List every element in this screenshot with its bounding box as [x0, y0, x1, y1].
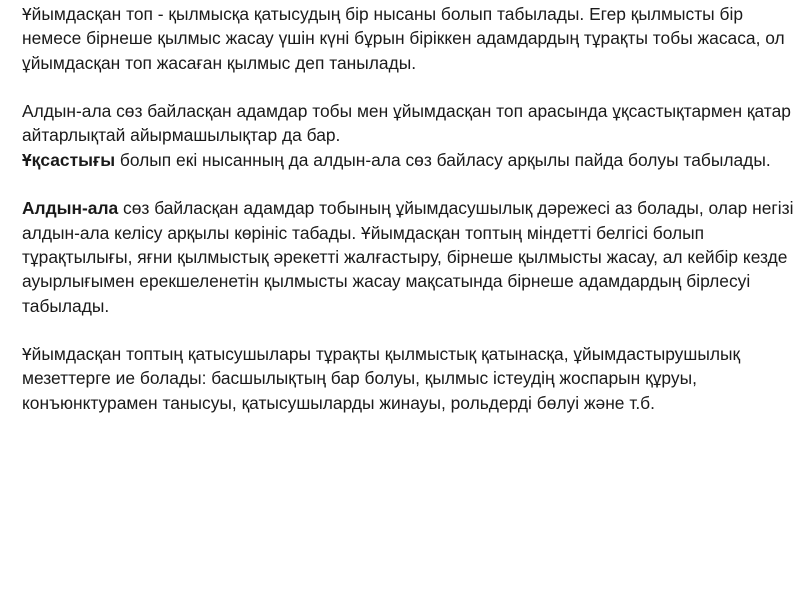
paragraph-2-line-1-text: Алдын-ала сөз байласқан адамдар тобы мен ұйымдасқан топ арасында ұқсастықтармен қатар айтарлықтай айырмашылықтар да бар.: [22, 101, 791, 146]
differences-lead-term: Алдын-ала: [22, 198, 119, 219]
paragraph-similarities: [22, 99, 797, 172]
similarity-lead-term: Ұқсастығы: [22, 149, 116, 170]
paragraph-participants: [22, 342, 797, 415]
paragraph-differences: [22, 196, 797, 317]
paragraph-2-line-2-text: болып екі нысанның да алдын-ала сөз байласу арқылы пайда болуы табылады.: [115, 149, 771, 170]
paragraph-1-text: Ұйымдасқан топ - қылмысқа қатысудың бір нысаны болып табылады. Егер қылмысты бір немесе бірнеше қылмыс жасау үшін күні бұрын біріккен адамдардың тұрақты тобы жасаса, ол ұйымдасқан топ жасаған қылмыс деп танылады.: [22, 4, 785, 73]
paragraph-organized-group-definition: [22, 2, 797, 75]
document-body: [22, 2, 797, 415]
paragraph-3-text: сөз байласқан адамдар тобының ұйымдасушылық дәрежесі аз болады, олар негізі алдын-ала келісу арқылы көрініс табады. Ұйымдасқан топтың міндетті белгісі болып тұрақтылығы, яғни қылмыстық әрекетті жалғастыру, бірнеше қылмысты жасау, ал кейбір кезде ауырлығымен ерекшеленетін қылмысты жасау мақсатында бірнеше адамдардың бірлесуі табылады.: [22, 198, 794, 316]
paragraph-4-text: Ұйымдасқан топтың қатысушылары тұрақты қылмыстық қатынасқа, ұйымдастырушылық мезеттерге ие болады: басшылықтың бар болуы, қылмыс істеудің жоспарын құруы, конъюнктурамен танысуы, қатысушыларды жинауы, рольдерді бөлуі және т.б.: [22, 344, 741, 413]
